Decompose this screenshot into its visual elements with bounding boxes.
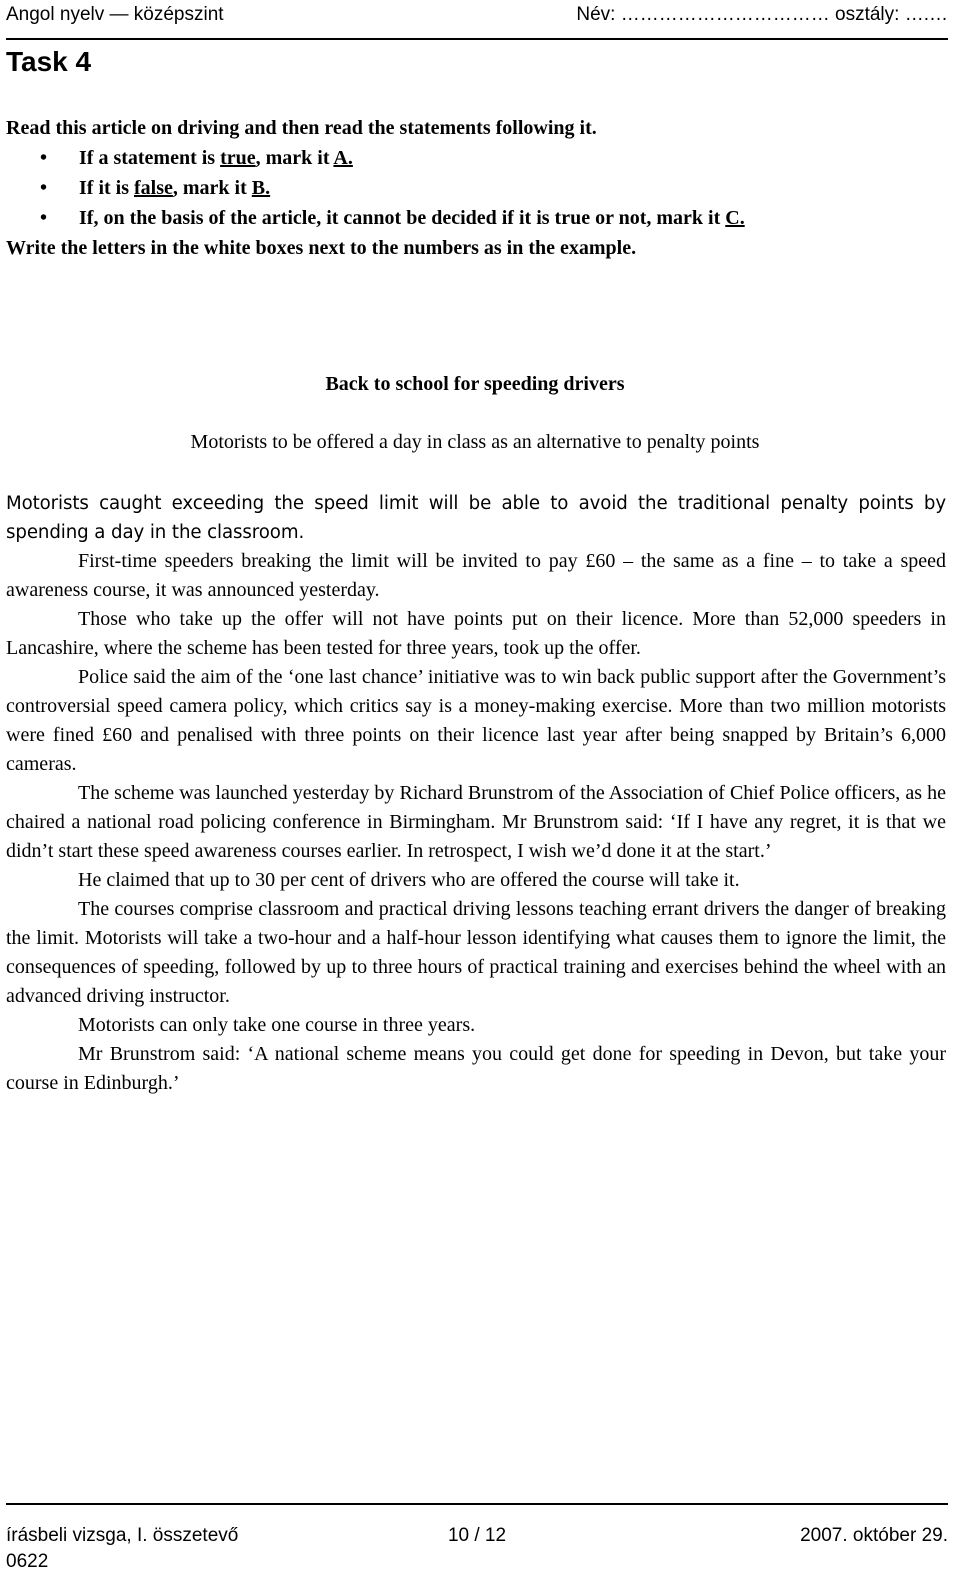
- article-paragraph: He claimed that up to 30 per cent of drivers who are offered the course will take it.: [78, 869, 740, 891]
- exam-date: 2007. október 29.: [800, 1525, 948, 1546]
- article-paragraph: Mr Brunstrom said: ‘A national scheme means you could get done for speeding in Devon, but take your course in Edinburgh.’: [6, 1043, 946, 1094]
- article-paragraph: The scheme was launched yesterday by Richard Brunstrom of the Association of Chief Police officers, as he chaired a national road policing conference in Birmingham. Mr Brunstrom said: ‘If I have any regret, it is that we didn’t start these speed awareness courses earlier. In retrospect, I wish we’d done it at the start.’: [6, 782, 946, 862]
- name-class-field: Név: …………………………… osztály: ….…: [576, 4, 948, 25]
- article-paragraph: The courses comprise classroom and practical driving lessons teaching errant drivers the danger of breaking the limit. Motorists will take a two-hour and a half-hour lesson identifying what causes them to ignore the limit, the consequences of speeding, followed by up to three hours of practical training and exercises behind the wheel with an advanced driving instructor.: [6, 898, 946, 1007]
- letter-a: A.: [333, 147, 353, 169]
- bullet-icon: •: [40, 207, 48, 229]
- exam-code: 0622: [6, 1551, 49, 1572]
- instructions-intro: Read this article on driving and then read the statements following it.: [6, 117, 597, 139]
- bullet-icon: •: [40, 147, 48, 169]
- keyword-false: false: [134, 177, 173, 199]
- article-paragraph: Motorists caught exceeding the speed limit will be able to avoid the traditional penalty points by spending a day in the classroom.: [6, 493, 946, 543]
- instruction-undecided: • If, on the basis of the article, it cannot be decided if it is true or not, mark it C.: [6, 203, 946, 233]
- article-title: Back to school for speeding drivers: [325, 373, 625, 395]
- page-header: [6, 0, 948, 40]
- keyword-true: true: [220, 147, 256, 169]
- instructions: [6, 113, 946, 263]
- subject-label: Angol nyelv — középszint: [6, 4, 224, 25]
- page-footer: [6, 1503, 948, 1585]
- article-paragraph: Police said the aim of the ‘one last chance’ initiative was to win back public support after the Government’s controversial speed camera policy, which critics say is a money-making exercise. More than two million motorists were fined £60 and penalised with three points on their licence last year after being snapped by Britain’s 6,000 cameras.: [6, 666, 946, 775]
- page-number: 10 / 12: [447, 1525, 507, 1546]
- instruction-false: • If it is false, mark it B.: [6, 173, 946, 203]
- task-title: Task 4: [6, 46, 92, 77]
- letter-c: C.: [725, 207, 745, 229]
- article-paragraph: Those who take up the offer will not have points put on their licence. More than 52,000 speeders in Lancashire, where the scheme has been tested for three years, took up the offer.: [6, 608, 946, 659]
- article-paragraph: Motorists can only take one course in three years.: [78, 1014, 476, 1036]
- exam-label: írásbeli vizsga, I. összetevő: [6, 1525, 239, 1546]
- instructions-list: [6, 143, 946, 233]
- instruction-true: • If a statement is true, mark it A.: [6, 143, 946, 173]
- article-subtitle: Motorists to be offered a day in class as an alternative to penalty points: [190, 431, 760, 453]
- instructions-final: Write the letters in the white boxes next to the numbers as in the example.: [6, 237, 637, 259]
- article-body: [6, 489, 946, 1098]
- bullet-icon: •: [40, 177, 48, 199]
- letter-b: B.: [251, 177, 271, 199]
- article-paragraph: First-time speeders breaking the limit will be invited to pay £60 – the same as a fine – to take a speed awareness course, it was announced yesterday.: [6, 550, 946, 601]
